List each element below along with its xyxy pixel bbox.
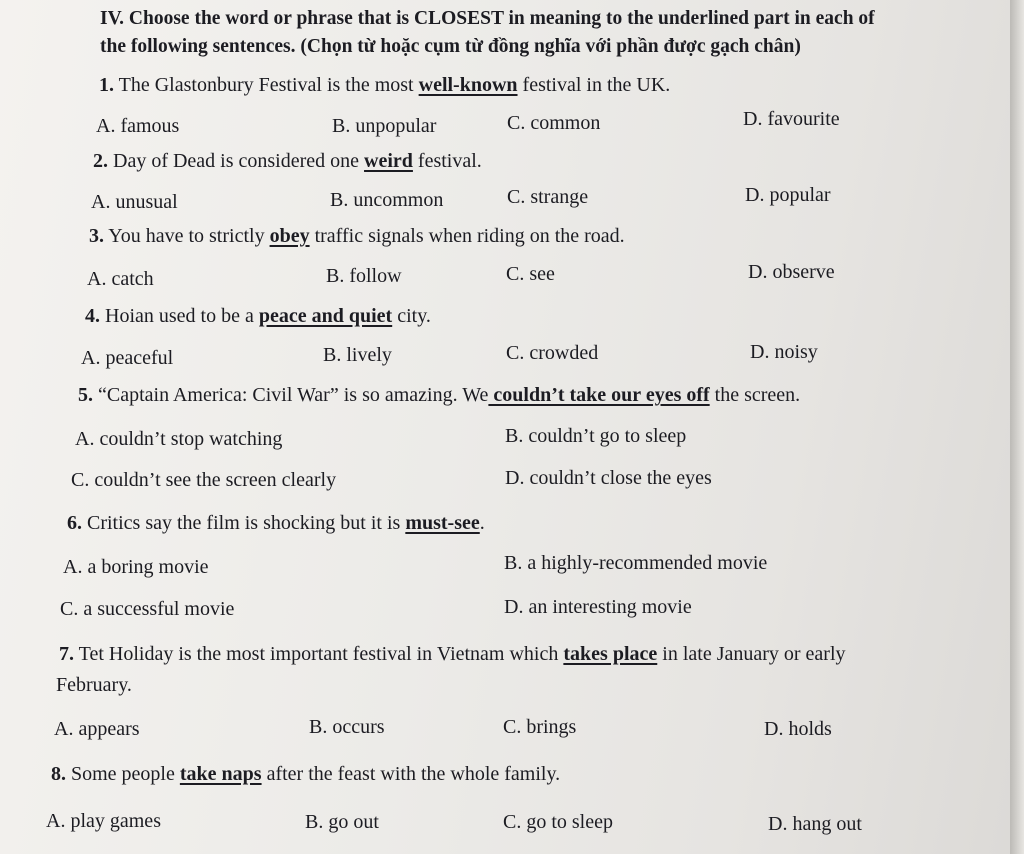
question-text: Critics say the film is shocking but it is: [87, 512, 406, 534]
option-d[interactable]: D. holds: [764, 718, 832, 740]
option-a[interactable]: A. appears: [54, 718, 140, 740]
option-d[interactable]: D. noisy: [750, 341, 818, 363]
option-a[interactable]: A. catch: [87, 268, 154, 290]
underlined-phrase: peace and quiet: [258, 305, 393, 327]
option-a[interactable]: A. famous: [96, 115, 180, 137]
option-a[interactable]: A. unusual: [91, 191, 178, 213]
option-b[interactable]: B. lively: [323, 344, 392, 366]
option-c[interactable]: C. crowded: [506, 342, 599, 364]
question-number: 5.: [78, 384, 93, 406]
question-text: Tet Holiday is the most important festival in Vietnam which: [78, 643, 564, 665]
option-b[interactable]: B. uncommon: [330, 189, 444, 211]
question-number: 6.: [67, 512, 82, 534]
underlined-phrase: obey: [269, 225, 310, 247]
question-number: 7.: [59, 643, 74, 665]
question-7: [59, 643, 846, 666]
option-c[interactable]: C. see: [506, 263, 555, 285]
option-b[interactable]: B. occurs: [309, 716, 385, 738]
question-text: Some people: [71, 763, 180, 785]
option-b[interactable]: B. couldn’t go to sleep: [505, 425, 687, 447]
option-b[interactable]: B. follow: [326, 265, 402, 287]
question-text: The Glastonbury Festival is the most: [118, 74, 419, 96]
question-text: “Captain America: Civil War” is so amazing. We: [98, 384, 489, 406]
underlined-phrase: couldn’t take our eyes off: [488, 384, 710, 406]
question-number: 4.: [85, 305, 100, 327]
question-number: 3.: [89, 225, 104, 247]
option-d[interactable]: D. hang out: [768, 813, 862, 835]
underlined-phrase: take naps: [179, 763, 262, 785]
question-4: [85, 305, 431, 328]
option-d[interactable]: D. an interesting movie: [504, 596, 692, 618]
option-c[interactable]: C. common: [507, 112, 601, 134]
option-d[interactable]: D. observe: [748, 261, 835, 283]
option-a[interactable]: A. a boring movie: [63, 556, 209, 578]
underlined-phrase: takes place: [563, 643, 658, 665]
option-d[interactable]: D. couldn’t close the eyes: [505, 467, 712, 489]
question-3: [89, 225, 625, 248]
option-d[interactable]: D. popular: [745, 184, 831, 206]
question-number: 2.: [93, 150, 108, 172]
option-b[interactable]: B. unpopular: [332, 115, 437, 137]
question-2: [93, 150, 482, 173]
option-c[interactable]: C. couldn’t see the screen clearly: [71, 469, 337, 491]
question-text-end: the screen.: [709, 384, 801, 406]
option-c[interactable]: C. a successful movie: [60, 598, 235, 620]
question-text-end: traffic signals when riding on the road.: [309, 225, 625, 247]
option-a[interactable]: A. play games: [46, 810, 161, 832]
question-text-end: city.: [392, 305, 431, 327]
question-5: [78, 384, 800, 407]
question-text-end: festival in the UK.: [517, 74, 671, 96]
section-instruction-line2: the following sentences. (Chọn từ hoặc cụm từ đồng nghĩa với phần được gạch chân): [100, 36, 801, 57]
question-8: [51, 763, 560, 786]
option-b[interactable]: B. a highly-recommended movie: [504, 552, 768, 574]
section-instruction-line1: IV. Choose the word or phrase that is CLOSEST in meaning to the underlined part in each of: [100, 8, 875, 29]
option-c[interactable]: C. brings: [503, 716, 577, 738]
question-text-end: festival.: [412, 150, 482, 172]
underlined-phrase: weird: [364, 150, 413, 172]
question-text-end: in late January or early: [657, 643, 846, 665]
question-6: [67, 512, 485, 535]
option-c[interactable]: C. strange: [507, 186, 589, 208]
page-edge: [1010, 0, 1024, 854]
option-a[interactable]: A. couldn’t stop watching: [75, 428, 283, 450]
underlined-phrase: must-see: [405, 512, 480, 534]
question-number: 8.: [51, 763, 66, 785]
question-text: Day of Dead is considered one: [113, 150, 365, 172]
question-7-continuation: February.: [56, 674, 132, 696]
option-b[interactable]: B. go out: [305, 811, 379, 833]
underlined-phrase: well-known: [418, 74, 518, 96]
option-a[interactable]: A. peaceful: [81, 347, 174, 369]
question-number: 1.: [99, 74, 114, 96]
question-1: [99, 74, 670, 97]
option-c[interactable]: C. go to sleep: [503, 811, 613, 833]
question-text: Hoian used to be a: [105, 305, 259, 327]
question-text-end: .: [479, 512, 485, 534]
question-text-end: after the feast with the whole family.: [261, 763, 561, 785]
question-text: You have to strictly: [108, 225, 270, 247]
option-d[interactable]: D. favourite: [743, 108, 840, 130]
